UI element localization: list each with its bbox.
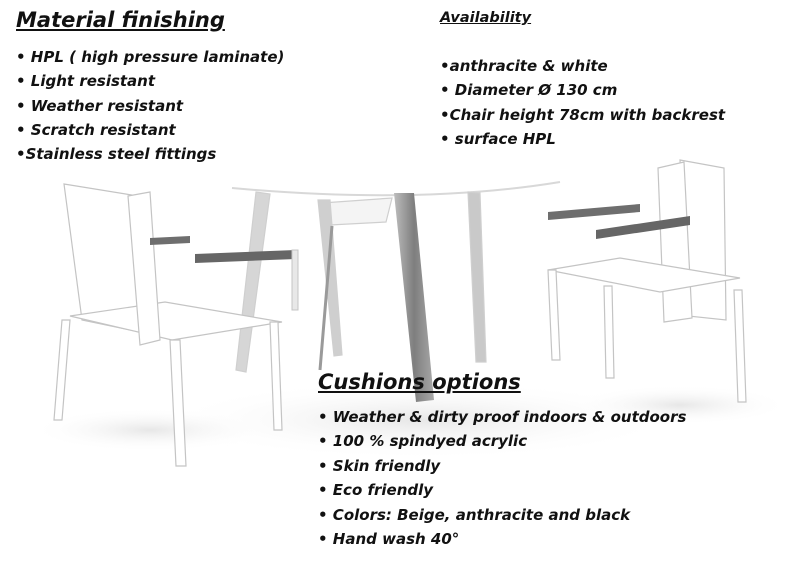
availability-heading: Availability [440, 10, 532, 26]
cushions-options-heading: Cushions options [318, 370, 521, 394]
cushions-options-section [318, 372, 686, 551]
list-item: • surface HPL [440, 130, 556, 148]
list-item: •Stainless steel fittings [16, 145, 217, 164]
list-item: •anthracite & white [440, 56, 608, 75]
material-finishing-list [16, 45, 284, 166]
table [232, 182, 560, 402]
chair-left-armrests [150, 236, 298, 310]
list-item: • Weather resistant [16, 96, 184, 115]
list-item: • HPL ( high pressure laminate) [16, 48, 285, 66]
availability-section [440, 11, 725, 152]
availability-list [440, 54, 725, 152]
list-item: • Hand wash 40° [318, 530, 460, 549]
chair-right [548, 160, 746, 402]
cushions-options-list [318, 405, 686, 551]
list-item: • 100 % spindyed acrylic [318, 432, 528, 451]
list-item: • Colors: Beige, anthracite and black [318, 505, 631, 524]
list-item: •Chair height 78cm with backrest [440, 105, 726, 124]
list-item: • Eco friendly [318, 481, 434, 500]
material-finishing-heading: Material finishing [16, 8, 225, 32]
material-finishing-section [16, 10, 284, 166]
list-item: • Weather & dirty proof indoors & outdoors [318, 408, 687, 426]
list-item: • Diameter Ø 130 cm [440, 81, 618, 99]
list-item: • Light resistant [16, 72, 156, 91]
list-item: • Scratch resistant [16, 120, 176, 139]
list-item: • Skin friendly [318, 456, 441, 475]
